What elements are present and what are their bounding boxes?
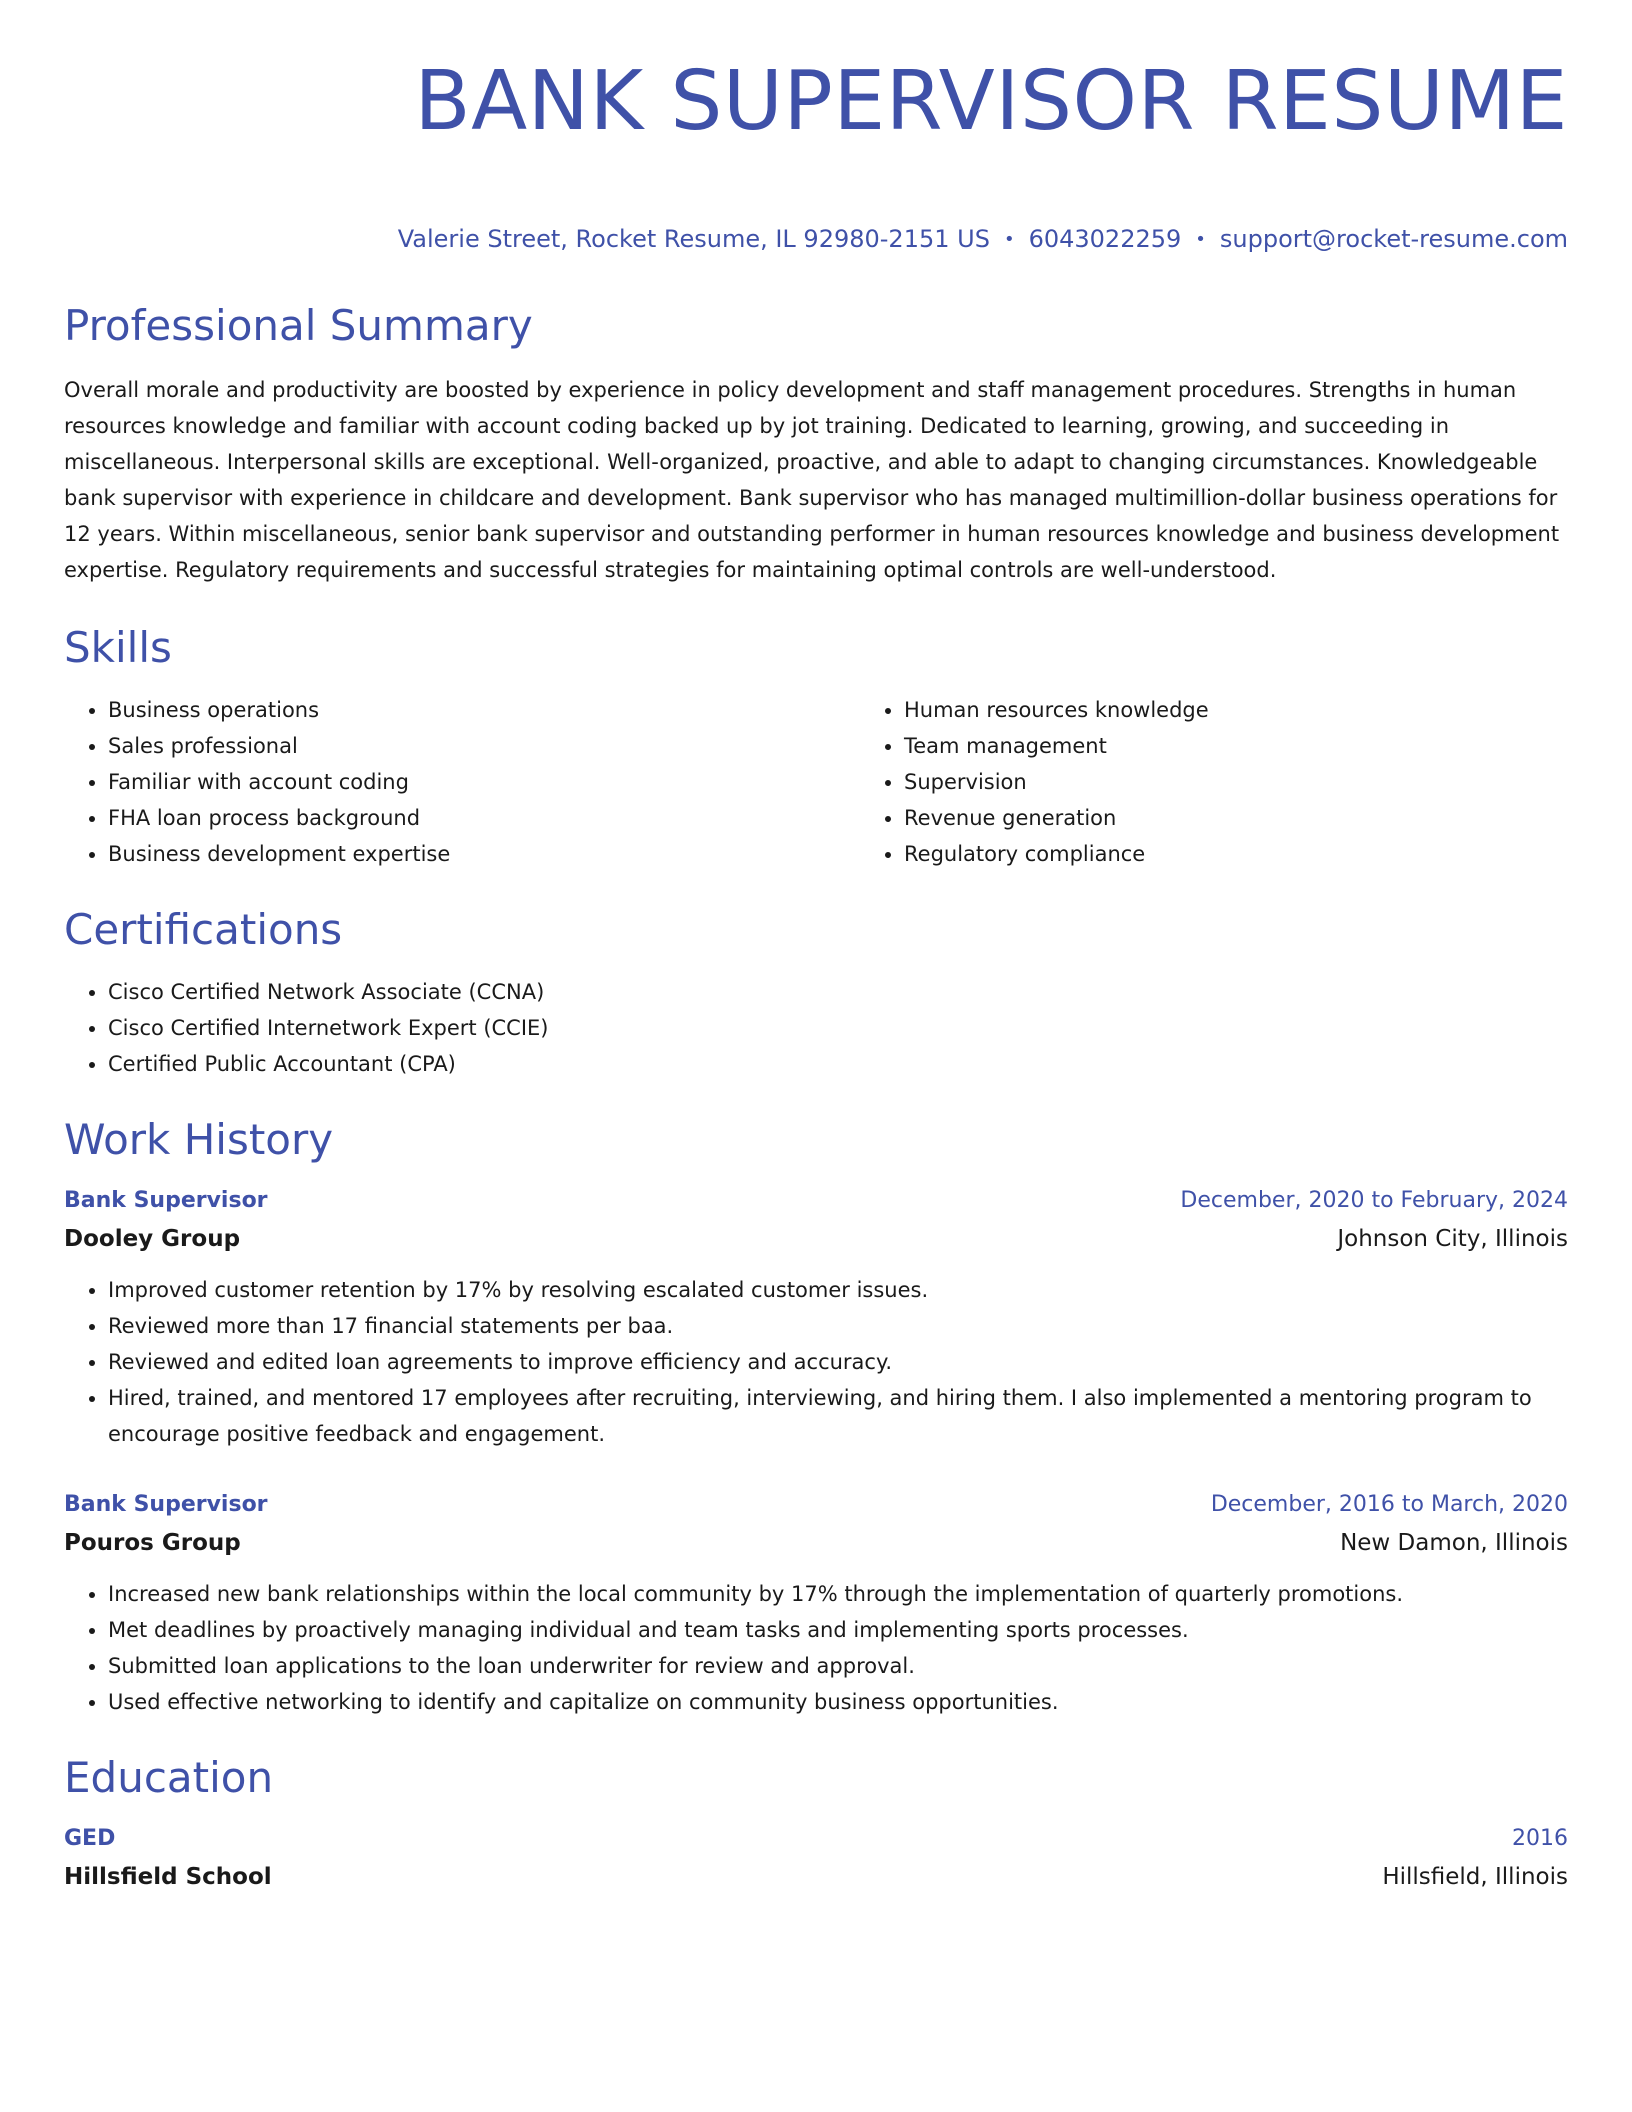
- certification-item: • Certified Public Accountant (CPA): [108, 1046, 1568, 1082]
- job-bullets: [64, 1576, 1568, 1720]
- job-bullet: • Used effective networking to identify and capitalize on community business opportunities.: [108, 1684, 1568, 1720]
- education-location: Hillsfield, Illinois: [1382, 1864, 1568, 1890]
- skill-item: • Regulatory compliance: [904, 836, 1568, 872]
- job-bullet: • Reviewed more than 17 financial statements per baa.: [108, 1308, 1568, 1344]
- work-history-section: [64, 1112, 1568, 1720]
- job-bullet: • Increased new bank relationships within the local community by 17% through the implementation of quarterly promotions.: [108, 1576, 1568, 1612]
- skills-heading: Skills: [64, 623, 172, 672]
- resume-title: BANK SUPERVISOR RESUME: [414, 54, 1568, 149]
- certification-item: • Cisco Certified Internetwork Expert (CCIE): [108, 1010, 1568, 1046]
- contact-email: support@rocket-resume.com: [1219, 225, 1568, 253]
- skill-item: • Human resources knowledge: [904, 692, 1568, 728]
- skills-list-left: [64, 692, 860, 872]
- skills-section: [64, 620, 1568, 872]
- education-heading: Education: [64, 1753, 274, 1802]
- summary-text: Overall morale and productivity are boosted by experience in policy development and staff management procedures. Strengths in human resources knowledge and familiar with account coding backed up by jot training. Dedicated to learning, growing, and succeeding in miscellaneous. Interpersonal skills are exceptional. Well-organized, proactive, and able to adapt to changing circumstances. Knowledgeable bank supervisor with experience in childcare and development. Bank supervisor who has managed multimillion-dollar business operations for 12 years. Within miscellaneous, senior bank supervisor and outstanding performer in human resources knowledge and business development expertise. Regulatory requirements and successful strategies for maintaining optimal controls are well-understood.: [64, 378, 1560, 582]
- skill-item: • Supervision: [904, 764, 1568, 800]
- summary-section: [64, 298, 1568, 588]
- skill-item: • Business operations: [108, 692, 860, 728]
- job-entry: [64, 1486, 1568, 1720]
- job-title: Bank Supervisor: [64, 1188, 268, 1213]
- education-entry: [64, 1820, 1568, 1896]
- education-section: [64, 1750, 1568, 1896]
- job-dates: December, 2020 to February, 2024: [1180, 1188, 1568, 1213]
- separator-dot: •: [1195, 228, 1206, 250]
- skill-item: • Team management: [904, 728, 1568, 764]
- skill-item: • Business development expertise: [108, 836, 860, 872]
- certification-item: • Cisco Certified Network Associate (CCNA): [108, 974, 1568, 1010]
- skill-item: • Sales professional: [108, 728, 860, 764]
- job-bullet: • Met deadlines by proactively managing individual and team tasks and implementing sports processes.: [108, 1612, 1568, 1648]
- job-company: Dooley Group: [64, 1226, 241, 1252]
- skills-list-right: [860, 692, 1568, 872]
- work-history-heading: Work History: [64, 1115, 334, 1164]
- certifications-list: [64, 974, 1568, 1082]
- education-school: Hillsfield School: [64, 1864, 272, 1890]
- job-header: [64, 1182, 1568, 1220]
- skills-grid: [64, 692, 1568, 872]
- certifications-heading: Certifications: [64, 905, 343, 954]
- education-subheader: [64, 1858, 1568, 1896]
- education-year: 2016: [1512, 1826, 1568, 1851]
- separator-dot: •: [1003, 228, 1015, 250]
- job-bullet: • Improved customer retention by 17% by resolving escalated customer issues.: [108, 1272, 1568, 1308]
- job-company: Pouros Group: [64, 1530, 241, 1556]
- skill-item: • Revenue generation: [904, 800, 1568, 836]
- contact-phone: 6043022259: [1028, 225, 1182, 253]
- job-header: [64, 1486, 1568, 1524]
- certifications-section: [64, 902, 1568, 1082]
- job-title: Bank Supervisor: [64, 1492, 268, 1517]
- summary-heading: Professional Summary: [64, 301, 533, 350]
- job-subheader: [64, 1524, 1568, 1562]
- job-entry: [64, 1182, 1568, 1452]
- job-location: Johnson City, Illinois: [1337, 1226, 1568, 1252]
- skill-item: • FHA loan process background: [108, 800, 860, 836]
- contact-address: Valerie Street, Rocket Resume, IL 92980-2151 US: [397, 225, 990, 253]
- skill-item: • Familiar with account coding: [108, 764, 860, 800]
- job-dates: December, 2016 to March, 2020: [1210, 1492, 1568, 1517]
- education-degree: GED: [64, 1826, 116, 1851]
- contact-line: [64, 222, 1568, 256]
- job-location: New Damon, Illinois: [1340, 1530, 1568, 1556]
- job-subheader: [64, 1220, 1568, 1258]
- job-bullet: • Reviewed and edited loan agreements to improve efficiency and accuracy.: [108, 1344, 1568, 1380]
- job-bullet: • Hired, trained, and mentored 17 employees after recruiting, interviewing, and hiring them. I also implemented a mentoring program to encourage positive feedback and engagement.: [108, 1380, 1568, 1452]
- job-bullets: [64, 1272, 1568, 1452]
- job-bullet: • Submitted loan applications to the loan underwriter for review and approval.: [108, 1648, 1568, 1684]
- education-header: [64, 1820, 1568, 1858]
